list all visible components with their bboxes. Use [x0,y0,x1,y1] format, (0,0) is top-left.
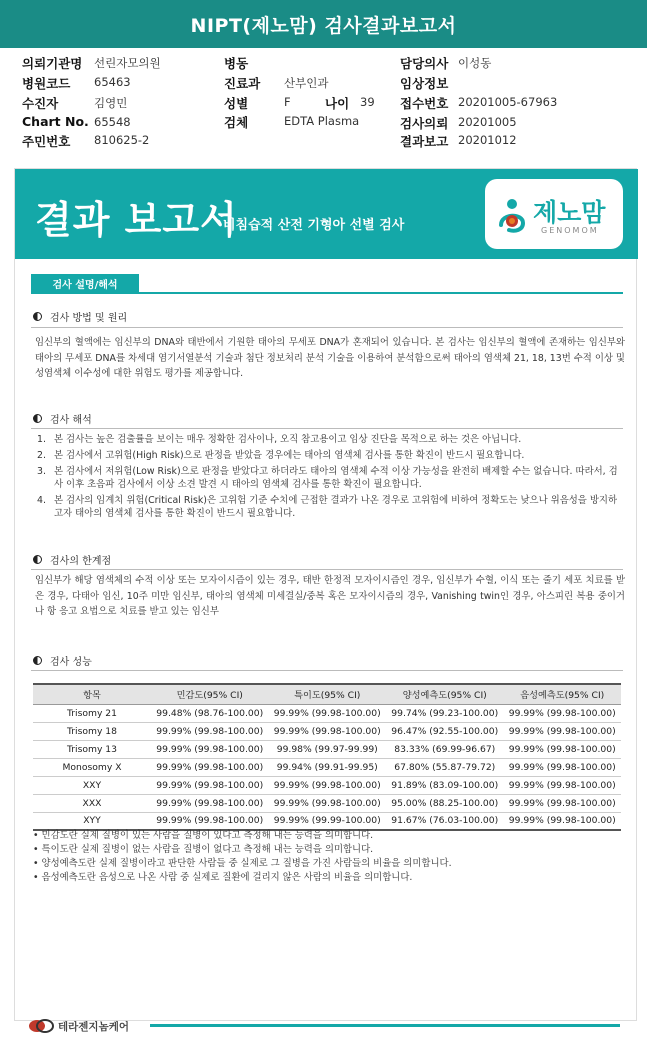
table-row [33,740,621,758]
list-item-text: 본 검사에서 저위험(Low Risk)으로 판정을 받았다고 하더라도 태아의 염색체 수적 이상 가능성을 완전히 배제할 수는 없습니다. 따라서, 검사 이후 초음파 검사에서 이상 소견 발견 시 태아의 염색체 검사를 통한 확진이 필요합니다. [54,466,618,490]
patient-info-block [22,54,632,150]
list-item-number: 1. [37,434,46,445]
table-row [33,758,621,776]
table-cell-value: 99.99% (99.98-100.00) [151,776,269,794]
ward-label: 병동 [224,56,249,71]
table-cell-value: 96.47% (92.55-100.00) [386,722,504,740]
table-cell-value: 99.99% (99.98-100.00) [504,704,622,722]
company-name: 테라젠지놈케어 [58,1020,130,1033]
table-cell-value: 99.99% (99.98-100.00) [269,704,387,722]
list-item-number: 2. [37,450,46,461]
performance-heading-text: 검사 성능 [50,657,92,668]
limitations-heading [33,552,111,567]
table-cell-item: Monosomy X [33,758,151,776]
interpretation-heading [33,411,92,426]
request-label: 검사의뢰 [400,116,449,131]
institution-value: 선린자모의원 [94,56,161,70]
table-row [33,704,621,722]
list-item [37,494,623,520]
table-cell-value: 99.99% (99.98-100.00) [151,758,269,776]
table-cell-value: 99.48% (98.76-100.00) [151,704,269,722]
specimen-label: 검체 [224,115,249,130]
interpretation-heading-text: 검사 해석 [50,415,92,426]
patient-label: 수진자 [22,96,59,111]
report-title-bar [0,0,647,48]
hospital-code-label: 병원코드 [22,76,71,91]
table-cell-value: 67.80% (55.87-79.72) [386,758,504,776]
limitations-heading-text: 검사의 한계점 [50,556,112,567]
table-cell-item: Trisomy 21 [33,704,151,722]
note-item: • 특이도란 실제 질병이 없는 사람을 질병이 없다고 측정해 내는 능력을 의미합니다. [33,844,374,855]
table-cell-value: 99.99% (99.99-100.00) [269,812,387,830]
performance-table [33,683,621,831]
table-cell-value: 83.33% (69.99-96.67) [386,740,504,758]
table-cell-item: XYY [33,812,151,830]
age-value: 39 [360,95,375,109]
footer [28,1016,129,1036]
receipt-label: 접수번호 [400,96,449,111]
note-item: • 민감도란 실제 질병이 있는 사람을 질병이 있다고 측정해 내는 능력을 의미합니다. [33,830,374,841]
list-item-text: 본 검사는 높은 검출률을 보이는 매우 정확한 검사이나, 오직 참고용이고 임상 진단을 목적으로 하는 것은 아닙니다. [54,434,522,445]
patient-value: 김영민 [94,96,128,110]
doctor-value: 이성동 [458,56,492,70]
sex-label: 성별 [224,96,249,111]
table-cell-item: Trisomy 18 [33,722,151,740]
report-date-label: 결과보고 [400,134,449,149]
section-tab [31,274,139,292]
table-cell-value: 99.99% (99.98-100.00) [269,776,387,794]
method-divider [31,327,623,328]
table-cell-value: 99.99% (99.98-100.00) [151,812,269,830]
table-cell-item: XXY [33,776,151,794]
note-item: • 음성예측도란 음성으로 나온 사람 중 실제로 질환에 걸리지 않은 사람의 비율을 의미합니다. [33,872,413,883]
page-title: NIPT(제노맘) 검사결과보고서 [190,14,457,37]
note-item: • 양성예측도란 실제 질병이라고 판단한 사람들 중 실제로 그 질병을 가진 사람들의 비율을 의미합니다. [33,858,452,869]
hospital-code-value: 65463 [94,75,131,89]
list-item-text: 본 검사의 임계치 위험(Critical Risk)은 고위험 기준 수치에 근접한 결과가 나온 경우로 고위험에 비하여 정확도는 낮으나 위음성을 방지하고자 태아의 염색체 검사를 통한 확진이 반드시 필요합니다. [54,495,618,519]
table-cell-value: 99.99% (99.98-100.00) [504,794,622,812]
limitations-text: 임신부가 해당 염색체의 수적 이상 또는 모자이시즘이 있는 경우, 태반 한정적 모자이시즘인 경우, 임신부가 수혈, 이식 또는 줄기 세포 치료를 받은 경우, 다태아 임신, 10주 미만 임신부, 태아의 염색체 미세결실/중복 혹은 모자이시즘의 경우, Vanishing twin인 경우, 아스피린 복용 중이거나 항 응고 요법으로 치료를 받고 있는 임신부 [35,575,625,617]
half-circle-icon [33,414,42,423]
limitations-divider [31,569,623,570]
method-heading-text: 검사 방법 및 원리 [50,313,128,324]
list-item [37,449,623,462]
list-item [37,433,623,446]
table-cell-value: 99.99% (99.98-100.00) [269,794,387,812]
banner-subtitle: 비침습적 산전 기형아 선별 검사 [223,218,405,233]
table-header-row [33,684,621,704]
table-row [33,794,621,812]
resident-no-label: 주민번호 [22,134,71,149]
table-row [33,722,621,740]
table-cell-value: 91.89% (83.09-100.00) [386,776,504,794]
half-circle-icon [33,312,42,321]
column-header: 특이도(95% CI) [269,684,387,704]
request-value: 20201005 [458,115,517,129]
column-header: 양성예측도(95% CI) [386,684,504,704]
list-item [37,465,623,491]
logo-subtext: GENOMOM [541,226,599,235]
table-cell-value: 99.94% (99.91-99.95) [269,758,387,776]
dept-value: 산부인과 [284,76,329,90]
table-cell-value: 99.99% (99.98-100.00) [151,722,269,740]
table-cell-value: 99.99% (99.98-100.00) [504,740,622,758]
table-cell-value: 95.00% (88.25-100.00) [386,794,504,812]
institution-label: 의뢰기관명 [22,56,83,71]
specimen-value: EDTA Plasma [284,114,360,128]
column-header: 민감도(95% CI) [151,684,269,704]
footer-divider [150,1024,620,1027]
doctor-label: 담당의사 [400,56,449,71]
section-divider [31,292,623,294]
section-tab-label: 검사 설명/해석 [52,279,118,291]
half-circle-icon [33,555,42,564]
report-date-value: 20201012 [458,133,517,147]
genomom-logo [485,179,623,249]
table-cell-value: 99.99% (99.98-100.00) [269,722,387,740]
half-circle-icon [33,656,42,665]
company-logo-icon [28,1018,54,1034]
table-cell-value: 91.67% (76.03-100.00) [386,812,504,830]
table-row [33,812,621,830]
performance-heading [33,653,92,668]
list-item-number: 3. [37,466,46,477]
table-cell-value: 99.99% (99.98-100.00) [504,812,622,830]
method-text: 임신부의 혈액에는 임신부의 DNA와 태반에서 기원한 태아의 무세포 DNA가 혼재되어 있습니다. 본 검사는 임신부의 혈액에 존재하는 임신부와 태아의 무세포 DNA를 차세대 염기서열분석 기술과 첨단 정보처리 분석 기술을 이용하여 분석함으로써 태아의 염색체 21, 18, 13번 수적 이상 및 성염색체 이수성에 대한 위험도 평가를 제공합니다. [35,337,625,379]
column-header: 음성예측도(95% CI) [504,684,622,704]
table-cell-item: Trisomy 13 [33,740,151,758]
sex-value: F [284,95,291,109]
banner-title: 결과 보고서 [35,198,238,242]
list-item-number: 4. [37,495,46,506]
table-cell-value: 99.74% (99.23-100.00) [386,704,504,722]
list-item-text: 본 검사에서 고위험(High Risk)으로 판정을 받았을 경우에는 태아의 염색체 검사를 통한 확진이 반드시 필요합니다. [54,450,525,461]
table-cell-value: 99.99% (99.98-100.00) [504,776,622,794]
report-banner [15,169,638,259]
method-heading [33,309,127,324]
table-cell-value: 99.98% (99.97-99.99) [269,740,387,758]
interpretation-divider [31,428,623,429]
table-row [33,776,621,794]
performance-divider [31,670,623,671]
logo-text: 제노맘 [533,198,606,227]
interpretation-list [37,433,623,523]
result-report-page [14,168,637,1021]
table-cell-value: 99.99% (99.98-100.00) [151,794,269,812]
column-header: 항목 [33,684,151,704]
chart-label: Chart No. [22,114,89,129]
performance-notes [33,829,623,885]
table-cell-value: 99.99% (99.98-100.00) [504,722,622,740]
resident-no-value: 810625-2 [94,133,150,147]
table-cell-value: 99.99% (99.98-100.00) [151,740,269,758]
genomom-logo-icon [495,197,529,233]
table-cell-item: XXX [33,794,151,812]
chart-value: 65548 [94,115,131,129]
dept-label: 진료과 [224,76,261,91]
receipt-value: 20201005-67963 [458,95,558,109]
table-cell-value: 99.99% (99.98-100.00) [504,758,622,776]
clinical-label: 임상정보 [400,76,449,91]
age-label: 나이 [325,96,350,111]
